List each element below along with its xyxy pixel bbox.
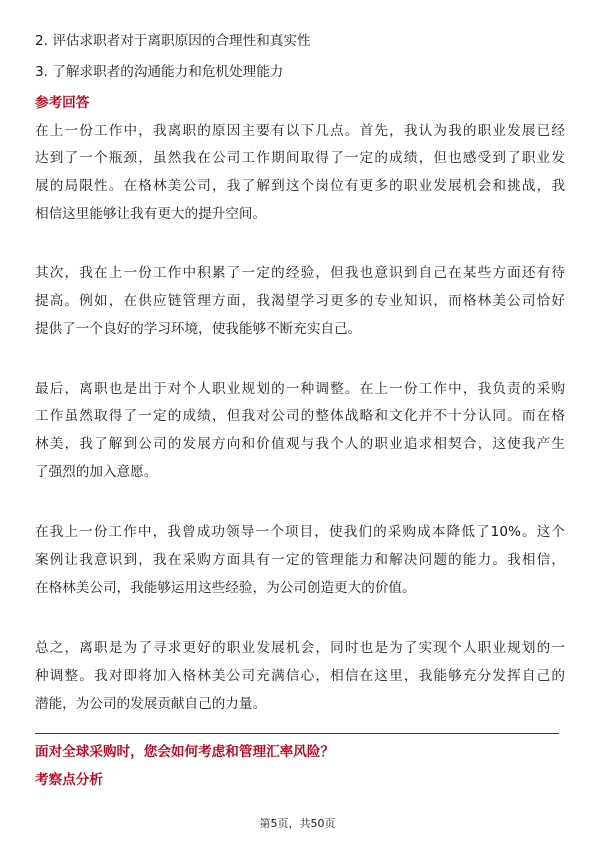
answer-heading: 参考回答 bbox=[35, 95, 90, 111]
list-item: 2. 评估求职者对于离职原因的合理性和真实性 bbox=[35, 33, 311, 49]
paragraph-line: 在我上一份工作中，我曾成功领导一个项目，使我们的采购成本降低了10%。这个 bbox=[35, 524, 565, 540]
paragraph-line: 潜能，为公司的发展贡献自己的力量。 bbox=[35, 696, 267, 712]
section-divider bbox=[35, 733, 559, 734]
paragraph-line: 最后，离职也是出于对个人职业规划的一种调整。在上一份工作中，我负责的采购 bbox=[35, 381, 565, 397]
paragraph-line: 达到了一个瓶颈，虽然我在公司工作期间取得了一定的成绩，但也感受到了职业发 bbox=[35, 150, 565, 166]
paragraph-line: 案例让我意识到，我在采购方面具有一定的管理能力和解决问题的能力。我相信， bbox=[35, 552, 565, 568]
paragraph-line: 在上一份工作中，我离职的原因主要有以下几点。首先，我认为我的职业发展已经 bbox=[35, 123, 565, 139]
paragraph-line: 提供了一个良好的学习环境，使我能够不断充实自己。 bbox=[35, 321, 362, 337]
paragraph-line: 展的局限性。在格林美公司，我了解到这个岗位有更多的职业发展机会和挑战，我 bbox=[35, 178, 565, 194]
paragraph-line: 相信这里能够让我有更大的提升空间。 bbox=[35, 206, 267, 222]
list-item: 3. 了解求职者的沟通能力和危机处理能力 bbox=[35, 64, 284, 80]
paragraph-line: 总之，离职是为了寻求更好的职业发展机会，同时也是为了实现个人职业规划的一 bbox=[35, 640, 565, 656]
page-number: 第5页，共50页 bbox=[259, 817, 336, 830]
paragraph-line: 工作虽然取得了一定的成绩，但我对公司的整体战略和文化并不十分认同。而在格 bbox=[35, 408, 565, 424]
next-question-heading: 面对全球采购时，您会如何考虑和管理汇率风险？ bbox=[35, 744, 335, 760]
paragraph-line: 种调整。我对即将加入格林美公司充满信心，相信在这里，我能够充分发挥自己的 bbox=[35, 668, 565, 684]
paragraph-line: 了强烈的加入意愿。 bbox=[35, 464, 158, 480]
paragraph-line: 提高。例如，在供应链管理方面，我渴望学习更多的专业知识，而格林美公司恰好 bbox=[35, 293, 565, 309]
paragraph-line: 在格林美公司，我能够运用这些经验，为公司创造更大的价值。 bbox=[35, 580, 416, 596]
paragraph-line: 其次，我在上一份工作中积累了一定的经验，但我也意识到自己在某些方面还有待 bbox=[35, 265, 565, 281]
paragraph-line: 林美，我了解到公司的发展方向和价值观与我个人的职业追求相契合，这使我产生 bbox=[35, 436, 565, 452]
analysis-heading: 考察点分析 bbox=[35, 772, 103, 788]
